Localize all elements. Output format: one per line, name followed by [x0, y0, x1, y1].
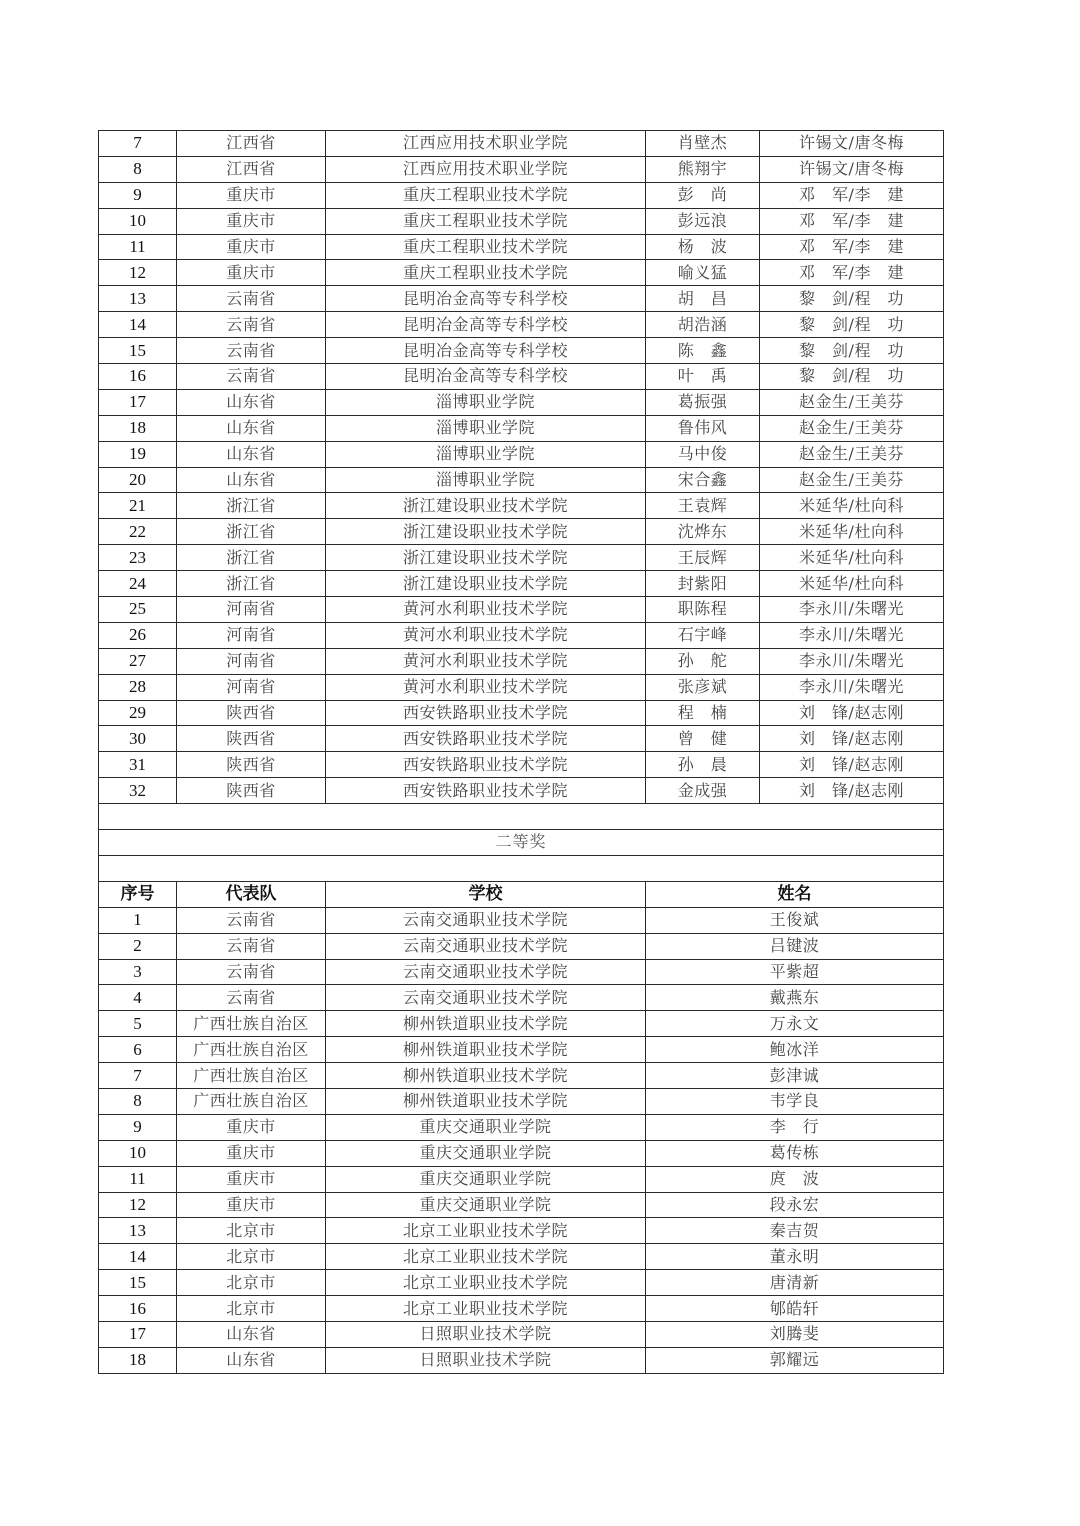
team-cell: 北京市 — [177, 1218, 326, 1244]
table-row — [99, 1270, 944, 1296]
student-name-cell: 王俊斌 — [646, 907, 944, 933]
coach-cell: 刘 锋/赵志刚 — [760, 752, 944, 778]
student-name-cell: 王辰辉 — [646, 545, 760, 571]
row-number: 24 — [99, 571, 177, 597]
school-cell: 柳州铁道职业技术学院 — [326, 1063, 646, 1089]
row-number: 11 — [99, 234, 177, 260]
row-number: 18 — [99, 415, 177, 441]
student-name-cell: 孙 舵 — [646, 648, 760, 674]
row-number: 13 — [99, 286, 177, 312]
team-cell: 江西省 — [177, 156, 326, 182]
school-cell: 西安铁路职业技术学院 — [326, 700, 646, 726]
header-school: 学校 — [326, 881, 646, 907]
team-cell: 河南省 — [177, 648, 326, 674]
row-number: 8 — [99, 1088, 177, 1114]
student-name-cell: 胡浩涵 — [646, 312, 760, 338]
team-cell: 云南省 — [177, 338, 326, 364]
school-cell: 淄博职业学院 — [326, 467, 646, 493]
student-name-cell: 段永宏 — [646, 1192, 944, 1218]
coach-cell: 刘 锋/赵志刚 — [760, 726, 944, 752]
team-cell: 浙江省 — [177, 519, 326, 545]
table-row — [99, 1321, 944, 1347]
row-number: 12 — [99, 1192, 177, 1218]
team-cell: 广西壮族自治区 — [177, 1011, 326, 1037]
table-row — [99, 156, 944, 182]
table-row — [99, 1296, 944, 1322]
school-cell: 重庆交通职业学院 — [326, 1140, 646, 1166]
student-name-cell: 葛传栋 — [646, 1140, 944, 1166]
table-row — [99, 674, 944, 700]
row-number: 31 — [99, 752, 177, 778]
row-number: 5 — [99, 1011, 177, 1037]
student-name-cell: 孙 晨 — [646, 752, 760, 778]
student-name-cell: 董永明 — [646, 1244, 944, 1270]
student-name-cell: 沈烨东 — [646, 519, 760, 545]
coach-cell: 邓 军/李 建 — [760, 182, 944, 208]
team-cell: 重庆市 — [177, 1114, 326, 1140]
school-cell: 重庆交通职业学院 — [326, 1192, 646, 1218]
team-cell: 北京市 — [177, 1296, 326, 1322]
student-name-cell: 程 楠 — [646, 700, 760, 726]
team-cell: 重庆市 — [177, 208, 326, 234]
school-cell: 柳州铁道职业技术学院 — [326, 1037, 646, 1063]
table-row — [99, 622, 944, 648]
school-cell: 云南交通职业技术学院 — [326, 933, 646, 959]
student-name-cell: 陈 鑫 — [646, 338, 760, 364]
team-cell: 云南省 — [177, 933, 326, 959]
row-number: 10 — [99, 1140, 177, 1166]
table-row — [99, 467, 944, 493]
student-name-cell: 郇皓轩 — [646, 1296, 944, 1322]
row-number: 3 — [99, 959, 177, 985]
team-cell: 重庆市 — [177, 1192, 326, 1218]
student-name-cell: 唐清新 — [646, 1270, 944, 1296]
row-number: 2 — [99, 933, 177, 959]
row-number: 26 — [99, 622, 177, 648]
student-name-cell: 封紫阳 — [646, 571, 760, 597]
school-cell: 黄河水利职业技术学院 — [326, 674, 646, 700]
team-cell: 广西壮族自治区 — [177, 1088, 326, 1114]
student-name-cell: 肖壁杰 — [646, 131, 760, 157]
row-number: 16 — [99, 1296, 177, 1322]
coach-cell: 赵金生/王美芬 — [760, 415, 944, 441]
coach-cell: 李永川/朱曙光 — [760, 597, 944, 623]
team-cell: 山东省 — [177, 441, 326, 467]
table-row — [99, 415, 944, 441]
team-cell: 广西壮族自治区 — [177, 1037, 326, 1063]
student-name-cell: 杨 波 — [646, 234, 760, 260]
school-cell: 重庆工程职业技术学院 — [326, 260, 646, 286]
student-name-cell: 鲍冰洋 — [646, 1037, 944, 1063]
row-number: 16 — [99, 364, 177, 390]
section-title: 二等奖 — [99, 830, 944, 856]
school-cell: 柳州铁道职业技术学院 — [326, 1088, 646, 1114]
school-cell: 西安铁路职业技术学院 — [326, 752, 646, 778]
student-name-cell: 金成强 — [646, 778, 760, 804]
table-row — [99, 1114, 944, 1140]
row-number: 23 — [99, 545, 177, 571]
table-row — [99, 959, 944, 985]
team-cell: 云南省 — [177, 985, 326, 1011]
school-cell: 淄博职业学院 — [326, 415, 646, 441]
student-name-cell: 宋合鑫 — [646, 467, 760, 493]
row-number: 14 — [99, 312, 177, 338]
coach-cell: 米延华/杜向科 — [760, 519, 944, 545]
student-name-cell: 平紫超 — [646, 959, 944, 985]
school-cell: 柳州铁道职业技术学院 — [326, 1011, 646, 1037]
coach-cell: 赵金生/王美芬 — [760, 441, 944, 467]
coach-cell: 赵金生/王美芬 — [760, 467, 944, 493]
team-cell: 北京市 — [177, 1244, 326, 1270]
blank-row — [99, 804, 944, 830]
student-name-cell: 李 行 — [646, 1114, 944, 1140]
blank-cell — [99, 855, 944, 881]
team-cell: 云南省 — [177, 907, 326, 933]
team-cell: 云南省 — [177, 959, 326, 985]
blank-row — [99, 855, 944, 881]
table-row — [99, 364, 944, 390]
table-row — [99, 597, 944, 623]
school-cell: 黄河水利职业技术学院 — [326, 597, 646, 623]
coach-cell: 黎 剑/程 功 — [760, 312, 944, 338]
student-name-cell: 王袁辉 — [646, 493, 760, 519]
table-row — [99, 545, 944, 571]
table-row — [99, 286, 944, 312]
coach-cell: 刘 锋/赵志刚 — [760, 700, 944, 726]
student-name-cell: 郭耀远 — [646, 1347, 944, 1373]
row-number: 30 — [99, 726, 177, 752]
row-number: 19 — [99, 441, 177, 467]
table-row — [99, 1063, 944, 1089]
school-cell: 重庆工程职业技术学院 — [326, 182, 646, 208]
row-number: 10 — [99, 208, 177, 234]
student-name-cell: 秦吉贺 — [646, 1218, 944, 1244]
team-cell: 云南省 — [177, 312, 326, 338]
school-cell: 北京工业职业技术学院 — [326, 1218, 646, 1244]
team-cell: 重庆市 — [177, 260, 326, 286]
header-no: 序号 — [99, 881, 177, 907]
table-row — [99, 700, 944, 726]
row-number: 28 — [99, 674, 177, 700]
second-prize-section — [99, 804, 944, 908]
student-name-cell: 吕键波 — [646, 933, 944, 959]
team-cell: 陕西省 — [177, 700, 326, 726]
table-row — [99, 985, 944, 1011]
table-row — [99, 260, 944, 286]
team-cell: 浙江省 — [177, 493, 326, 519]
coach-cell: 许锡文/唐冬梅 — [760, 156, 944, 182]
table-row — [99, 338, 944, 364]
row-number: 32 — [99, 778, 177, 804]
student-name-cell: 彭 尚 — [646, 182, 760, 208]
row-number: 15 — [99, 338, 177, 364]
team-cell: 山东省 — [177, 1347, 326, 1373]
team-cell: 重庆市 — [177, 1166, 326, 1192]
award-table — [98, 130, 944, 1374]
row-number: 12 — [99, 260, 177, 286]
school-cell: 重庆交通职业学院 — [326, 1114, 646, 1140]
coach-cell: 刘 锋/赵志刚 — [760, 778, 944, 804]
table-row — [99, 234, 944, 260]
table-row — [99, 1140, 944, 1166]
section-title-row — [99, 830, 944, 856]
student-name-cell: 刘腾斐 — [646, 1321, 944, 1347]
row-number: 20 — [99, 467, 177, 493]
school-cell: 浙江建设职业技术学院 — [326, 571, 646, 597]
row-number: 25 — [99, 597, 177, 623]
row-number: 27 — [99, 648, 177, 674]
school-cell: 江西应用技术职业学院 — [326, 156, 646, 182]
team-cell: 河南省 — [177, 674, 326, 700]
student-name-cell: 石宇峰 — [646, 622, 760, 648]
school-cell: 日照职业技术学院 — [326, 1347, 646, 1373]
school-cell: 淄博职业学院 — [326, 441, 646, 467]
row-number: 9 — [99, 182, 177, 208]
table-row — [99, 1166, 944, 1192]
coach-cell: 李永川/朱曙光 — [760, 674, 944, 700]
team-cell: 山东省 — [177, 415, 326, 441]
coach-cell: 邓 军/李 建 — [760, 234, 944, 260]
student-name-cell: 彭津诚 — [646, 1063, 944, 1089]
team-cell: 山东省 — [177, 389, 326, 415]
coach-cell: 李永川/朱曙光 — [760, 648, 944, 674]
student-name-cell: 彭远浪 — [646, 208, 760, 234]
student-name-cell: 万永文 — [646, 1011, 944, 1037]
school-cell: 黄河水利职业技术学院 — [326, 648, 646, 674]
student-name-cell: 鲁伟风 — [646, 415, 760, 441]
row-number: 7 — [99, 131, 177, 157]
table-row — [99, 778, 944, 804]
row-number: 15 — [99, 1270, 177, 1296]
coach-cell: 赵金生/王美芬 — [760, 389, 944, 415]
school-cell: 重庆工程职业技术学院 — [326, 234, 646, 260]
student-name-cell: 叶 禹 — [646, 364, 760, 390]
row-number: 14 — [99, 1244, 177, 1270]
table-row — [99, 907, 944, 933]
team-cell: 重庆市 — [177, 182, 326, 208]
school-cell: 西安铁路职业技术学院 — [326, 778, 646, 804]
row-number: 8 — [99, 156, 177, 182]
table-row — [99, 752, 944, 778]
coach-cell: 邓 军/李 建 — [760, 208, 944, 234]
student-name-cell: 胡 昌 — [646, 286, 760, 312]
team-cell: 浙江省 — [177, 545, 326, 571]
school-cell: 西安铁路职业技术学院 — [326, 726, 646, 752]
table-row — [99, 182, 944, 208]
school-cell: 昆明冶金高等专科学校 — [326, 286, 646, 312]
table-row — [99, 312, 944, 338]
team-cell: 北京市 — [177, 1270, 326, 1296]
table-row — [99, 1218, 944, 1244]
header-name: 姓名 — [646, 881, 944, 907]
row-number: 18 — [99, 1347, 177, 1373]
student-name-cell: 职陈程 — [646, 597, 760, 623]
school-cell: 浙江建设职业技术学院 — [326, 519, 646, 545]
table-row — [99, 1011, 944, 1037]
team-cell: 重庆市 — [177, 1140, 326, 1166]
row-number: 11 — [99, 1166, 177, 1192]
header-row — [99, 881, 944, 907]
school-cell: 日照职业技术学院 — [326, 1321, 646, 1347]
student-name-cell: 戴燕东 — [646, 985, 944, 1011]
student-name-cell: 熊翔宇 — [646, 156, 760, 182]
school-cell: 黄河水利职业技术学院 — [326, 622, 646, 648]
table-row — [99, 1347, 944, 1373]
team-cell: 浙江省 — [177, 571, 326, 597]
row-number: 29 — [99, 700, 177, 726]
table-row — [99, 933, 944, 959]
award-list-sheet — [98, 130, 943, 1374]
row-number: 6 — [99, 1037, 177, 1063]
first-prize-rows — [99, 131, 944, 804]
school-cell: 重庆工程职业技术学院 — [326, 208, 646, 234]
coach-cell: 黎 剑/程 功 — [760, 364, 944, 390]
student-name-cell: 张彦斌 — [646, 674, 760, 700]
table-row — [99, 519, 944, 545]
school-cell: 浙江建设职业技术学院 — [326, 545, 646, 571]
team-cell: 重庆市 — [177, 234, 326, 260]
team-cell: 河南省 — [177, 622, 326, 648]
table-row — [99, 1088, 944, 1114]
row-number: 7 — [99, 1063, 177, 1089]
table-row — [99, 208, 944, 234]
table-row — [99, 571, 944, 597]
table-row — [99, 726, 944, 752]
second-prize-rows — [99, 907, 944, 1373]
coach-cell: 黎 剑/程 功 — [760, 286, 944, 312]
table-row — [99, 493, 944, 519]
school-cell: 北京工业职业技术学院 — [326, 1296, 646, 1322]
table-row — [99, 389, 944, 415]
team-cell: 云南省 — [177, 286, 326, 312]
school-cell: 云南交通职业技术学院 — [326, 907, 646, 933]
table-row — [99, 1037, 944, 1063]
team-cell: 陕西省 — [177, 778, 326, 804]
row-number: 4 — [99, 985, 177, 1011]
school-cell: 云南交通职业技术学院 — [326, 985, 646, 1011]
team-cell: 陕西省 — [177, 726, 326, 752]
team-cell: 云南省 — [177, 364, 326, 390]
school-cell: 重庆交通职业学院 — [326, 1166, 646, 1192]
team-cell: 江西省 — [177, 131, 326, 157]
student-name-cell: 韦学良 — [646, 1088, 944, 1114]
student-name-cell: 葛振强 — [646, 389, 760, 415]
team-cell: 山东省 — [177, 1321, 326, 1347]
coach-cell: 黎 剑/程 功 — [760, 338, 944, 364]
school-cell: 昆明冶金高等专科学校 — [326, 364, 646, 390]
team-cell: 山东省 — [177, 467, 326, 493]
student-name-cell: 喻义猛 — [646, 260, 760, 286]
student-name-cell: 庹 波 — [646, 1166, 944, 1192]
school-cell: 浙江建设职业技术学院 — [326, 493, 646, 519]
coach-cell: 米延华/杜向科 — [760, 493, 944, 519]
school-cell: 北京工业职业技术学院 — [326, 1244, 646, 1270]
school-cell: 昆明冶金高等专科学校 — [326, 312, 646, 338]
row-number: 21 — [99, 493, 177, 519]
team-cell: 陕西省 — [177, 752, 326, 778]
school-cell: 昆明冶金高等专科学校 — [326, 338, 646, 364]
student-name-cell: 曾 健 — [646, 726, 760, 752]
row-number: 9 — [99, 1114, 177, 1140]
table-row — [99, 648, 944, 674]
coach-cell: 米延华/杜向科 — [760, 571, 944, 597]
row-number: 1 — [99, 907, 177, 933]
coach-cell: 米延华/杜向科 — [760, 545, 944, 571]
row-number: 17 — [99, 1321, 177, 1347]
school-cell: 云南交通职业技术学院 — [326, 959, 646, 985]
student-name-cell: 马中俊 — [646, 441, 760, 467]
row-number: 22 — [99, 519, 177, 545]
row-number: 17 — [99, 389, 177, 415]
table-row — [99, 1192, 944, 1218]
table-row — [99, 441, 944, 467]
team-cell: 广西壮族自治区 — [177, 1063, 326, 1089]
coach-cell: 李永川/朱曙光 — [760, 622, 944, 648]
row-number: 13 — [99, 1218, 177, 1244]
coach-cell: 许锡文/唐冬梅 — [760, 131, 944, 157]
school-cell: 江西应用技术职业学院 — [326, 131, 646, 157]
table-row — [99, 1244, 944, 1270]
school-cell: 淄博职业学院 — [326, 389, 646, 415]
coach-cell: 邓 军/李 建 — [760, 260, 944, 286]
table-row — [99, 131, 944, 157]
team-cell: 河南省 — [177, 597, 326, 623]
school-cell: 北京工业职业技术学院 — [326, 1270, 646, 1296]
blank-cell — [99, 804, 944, 830]
header-team: 代表队 — [177, 881, 326, 907]
